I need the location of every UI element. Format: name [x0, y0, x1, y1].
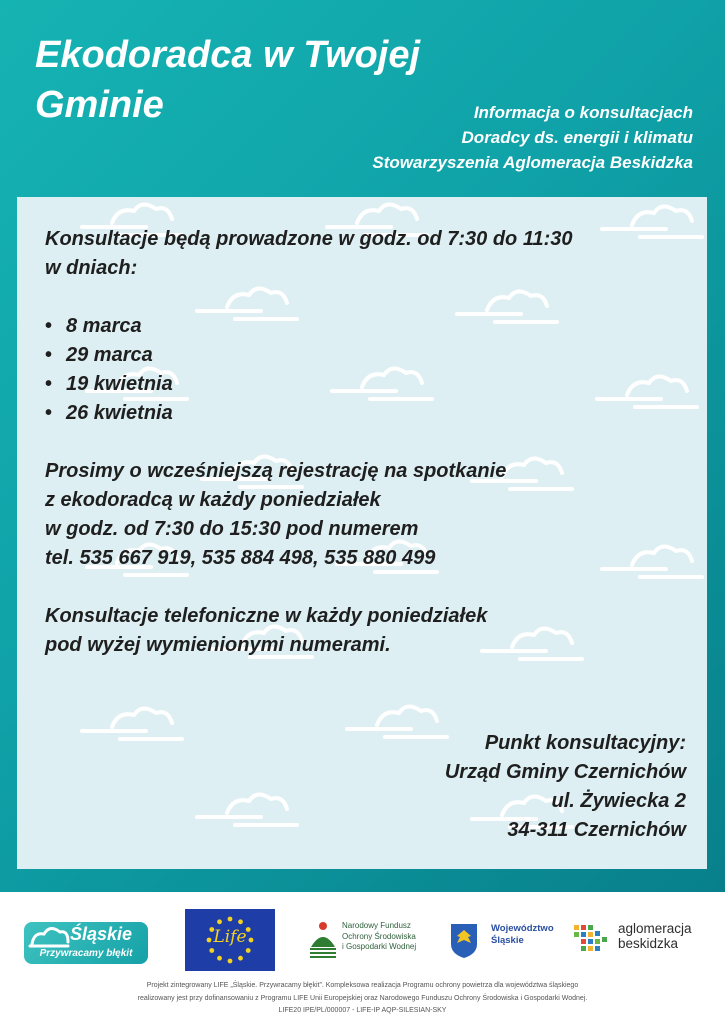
- subtitle: [273, 100, 693, 175]
- info-content: [45, 225, 685, 660]
- address-city: 34-311 Czernichów: [507, 819, 686, 841]
- subtitle-line: Stowarzyszenia Aglomeracja Beskidzka: [372, 153, 693, 172]
- slaskie-name: Śląskie: [70, 924, 133, 944]
- nfosigw-line: Ochrony Środowiska: [342, 931, 416, 941]
- list-item: • 19 kwietnia: [45, 370, 685, 399]
- bullet-icon: •: [45, 315, 53, 337]
- aglomeracja-line: aglomeracja: [618, 921, 692, 936]
- bullet-icon: •: [45, 344, 53, 366]
- dates-list: [45, 312, 685, 428]
- phone-numbers: tel. 535 667 919, 535 884 498, 535 880 499: [45, 547, 436, 569]
- coat-of-arms-icon: [449, 922, 479, 960]
- address-office: Urząd Gminy Czernichów: [444, 761, 686, 783]
- consultation-address: [445, 729, 686, 845]
- title-line: Gminie: [35, 84, 164, 126]
- slaskie-logo: [24, 922, 148, 964]
- phone-consultation-text: pod wyżej wymienionymi numerami.: [45, 634, 391, 656]
- address-label: Punkt konsultacyjny:: [484, 732, 686, 754]
- footnote-line: LIFE20 IPE/PL/000007 - LIFE-IP AQP-SILESIAN-SKY: [278, 1007, 447, 1014]
- mosaic-icon: [570, 919, 612, 959]
- eu-life-logo: [185, 909, 275, 971]
- wojewodztwo-line: Województwo: [491, 923, 554, 934]
- list-item: • 26 kwietnia: [45, 399, 685, 428]
- address-street: ul. Żywiecka 2: [551, 790, 686, 812]
- registration-text: z ekodoradcą w każdy poniedziałek: [45, 489, 381, 511]
- cloud-icon: [28, 924, 72, 950]
- footnote-line: realizowany jest przy dofinansowaniu z Programu LIFE Unii Europejskiej oraz Narodowego Funduszu Ochrony Środowiska i Gospodarki Wodnej.: [137, 994, 588, 1002]
- nfosigw-line: Narodowy Fundusz: [342, 921, 411, 930]
- nfosigw-line: i Gospodarki Wodnej: [342, 942, 417, 951]
- footnote-line: Projekt zintegrowany LIFE „Śląskie. Przywracamy błękit”. Kompleksowa realizacja Programu ochrony powietrza dla województwa śląskiego: [146, 982, 579, 989]
- registration-text: w godz. od 7:30 do 15:30 pod numerem: [45, 518, 419, 540]
- wojewodztwo-slaskie-logo: [443, 920, 563, 962]
- list-item: • 29 marca: [45, 341, 685, 370]
- phone-consultation-text: Konsultacje telefoniczne w każdy poniedziałek: [45, 605, 488, 627]
- title-line: Ekodoradca w Twojej: [35, 34, 421, 76]
- nfosigw-logo: [308, 919, 428, 961]
- slaskie-tagline: Przywracamy błękit: [39, 948, 133, 959]
- subtitle-line: Informacja o konsultacjach: [473, 103, 693, 122]
- registration-text: Prosimy o wcześniejszą rejestrację na spotkanie: [45, 460, 507, 482]
- subtitle-line: Doradcy ds. energii i klimatu: [461, 128, 693, 147]
- bullet-icon: •: [45, 402, 53, 424]
- aglomeracja-line: beskidzka: [618, 936, 679, 951]
- nfosigw-emblem-icon: [308, 919, 338, 959]
- footer: [0, 892, 725, 1024]
- wojewodztwo-line: Śląskie: [491, 935, 524, 946]
- info-panel: [17, 197, 707, 869]
- bullet-icon: •: [45, 373, 53, 395]
- footnote: [40, 980, 685, 1018]
- hours-text: w dniach:: [45, 257, 138, 279]
- aglomeracja-beskidzka-logo: [570, 917, 705, 961]
- list-item: • 8 marca: [45, 312, 685, 341]
- hours-text: Konsultacje będą prowadzone w godz. od 7:30 do 11:30: [45, 228, 573, 250]
- life-text: Life: [213, 927, 247, 947]
